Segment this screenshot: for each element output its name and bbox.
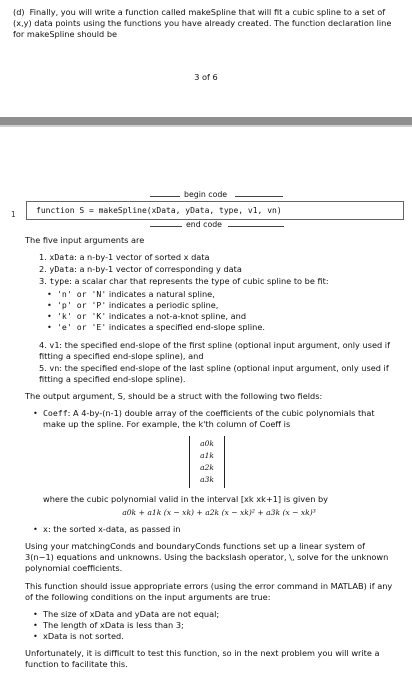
arg-name: vn (49, 362, 60, 373)
error-condition: • The size of xData and yData are not equal; (43, 609, 395, 620)
type-option (57, 300, 395, 311)
type-code: 'k' or 'K' (57, 311, 107, 322)
arg-name: yData (49, 264, 75, 275)
code-end-label: end code (186, 220, 222, 229)
interval-text: where the cubic polynomial valid in the interval [xk xk+1] is given by (43, 493, 329, 504)
matrix-entry: a1k (200, 450, 214, 460)
args-heading: The five input arguments are (25, 235, 145, 245)
output-fields (25, 408, 395, 536)
arg-item (39, 276, 395, 333)
arg-number: 2. (39, 264, 47, 275)
arg-number: 5. (39, 362, 47, 373)
arg-name: xData (49, 252, 75, 263)
arg-name: v1 (49, 339, 60, 350)
closing-paragraph: Unfortunately, it is difficult to test this function, so in the next problem you will write a function to facilitate this. (25, 647, 380, 669)
coefficient-column-vector (189, 436, 225, 488)
output-field-coeff (43, 408, 395, 518)
arg-desc: : the specified end-slope of the first spline (optional input argument, only used if fitting a specified end-slope spline), and (39, 339, 390, 361)
type-desc: indicates a periodic spline, (108, 300, 219, 311)
type-code: 'p' or 'P' (57, 300, 107, 311)
cubic-formula: a0k + a1k (x − xk) + a2k (x − xk)² + a3k (x − xk)³ (122, 508, 316, 517)
type-options (39, 289, 395, 333)
field-name: x (43, 524, 48, 535)
type-desc: indicates a specified end-slope spline. (108, 322, 265, 333)
type-option (57, 322, 395, 333)
part-label: (d) (13, 7, 25, 17)
matrix-entry: a3k (200, 474, 214, 484)
page-number: 3 of 6 (194, 72, 218, 82)
error-conditions (25, 609, 395, 642)
field-desc: : A 4-by-(n-1) double array of the coefficients of the cubic polynomials that make up the spline. For example, the k'th column of Coeff is (43, 407, 375, 429)
error-condition: • The length of xData is less than 3; (43, 620, 395, 631)
arg-desc: : a n-by-1 vector of corresponding y data (74, 264, 242, 275)
code-begin-rule-left (150, 196, 180, 197)
code-begin-rule-right (235, 196, 283, 197)
output-field-x (43, 524, 395, 535)
type-desc: indicates a natural spline, (108, 289, 215, 300)
output-heading: The output argument, S, should be a struct with the following two fields: (25, 390, 323, 401)
arg-name: type (49, 276, 70, 287)
code-end-rule-right (228, 226, 284, 227)
body-text (25, 235, 395, 676)
arg-desc: : the specified end-slope of the last spline (optional input argument, only used if fitting a specified end-slope spline). (39, 362, 389, 384)
field-name: Coeff (43, 407, 68, 418)
type-desc: indicates a not-a-knot spline, and (108, 311, 247, 322)
code-end-rule-left (150, 226, 182, 227)
type-code: 'n' or 'N' (57, 289, 107, 300)
errors-paragraph: This function should issue appropriate errors (using the error command in MATLAB) if any of the following conditions on the input arguments are true: (25, 580, 393, 602)
matrix-entry: a2k (200, 462, 214, 472)
arg-item (39, 340, 395, 362)
matrix-entry: a0k (200, 438, 214, 448)
arg-item (39, 252, 395, 263)
arg-desc: : a n-by-1 vector of sorted x data (74, 252, 210, 263)
arg-item (39, 264, 395, 275)
error-condition: • xData is not sorted. (43, 631, 395, 642)
using-paragraph: Using your matchingConds and boundaryConds functions set up a linear system of 3(n−1) equations and unknowns. Using the backslash operator, \, solve for the unknown polynomial coefficients. (25, 541, 389, 574)
arg-number: 1. (39, 252, 47, 263)
page-separator (0, 117, 412, 125)
page-separator-edge (0, 125, 412, 127)
type-option (57, 289, 395, 300)
args-list (25, 252, 395, 385)
intro-text: Finally, you will write a function called makeSpline that will fit a cubic spline to a set of (x,y) data points using the functions you have already created. The function declaration line for makeSpline should be (13, 7, 392, 40)
type-option (57, 311, 395, 322)
code-line-number: 1 (11, 210, 16, 219)
code-begin-label: begin code (184, 190, 228, 199)
type-code: 'e' or 'E' (57, 322, 107, 333)
arg-number: 3. (39, 276, 47, 287)
arg-desc: : a scalar char that represents the type of cubic spline to be fit: (69, 276, 329, 287)
field-desc: : the sorted x-data, as passed in (47, 524, 181, 535)
arg-item (39, 363, 395, 385)
arg-number: 4. (39, 339, 47, 350)
intro-paragraph (13, 7, 395, 40)
code-line: function S = makeSpline(xData, yData, type, v1, vn) (36, 206, 282, 215)
